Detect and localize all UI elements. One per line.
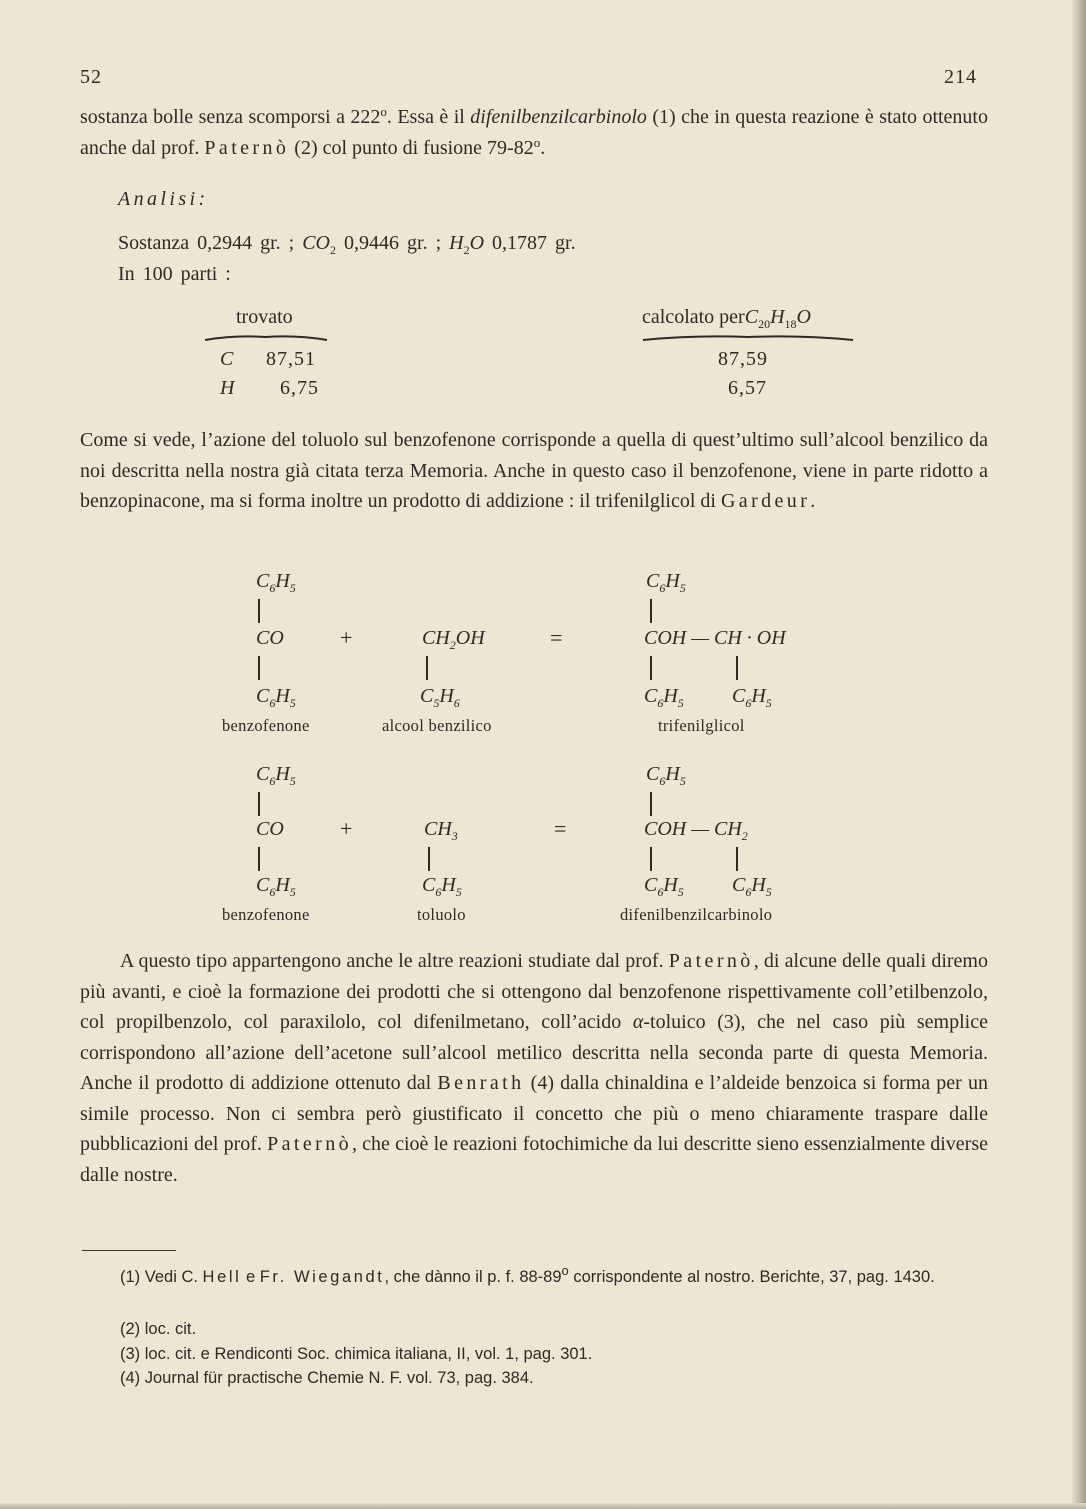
phenyl-group: $C_6H_5$: [646, 763, 686, 788]
bond-line: [736, 656, 738, 680]
author-name: Gardeur: [720, 490, 811, 512]
comparison-paragraph: Come si vede, l’azione del toluolo sul benzofenone corrisponde a quella di quest’ultimo sull’alcool benzilico da noi descritta nella nostra già citata terza Memoria. Anche in questo caso il benzofenone, viene in parte ridotto a benzopinacone, ma si forma inoltre un prodotto di addizione : il trifenilglicol di Gardeur.: [80, 429, 988, 512]
compound-label: benzofenone: [222, 716, 310, 735]
row-h-found: 6,75: [280, 377, 319, 399]
phenyl-group: $C_6H_5$: [646, 570, 686, 595]
footnote-1: (1) Vedi C. Hell e Fr. Wiegandt, che dànno il p. f. 88-89$^o$ corrispondente al nostro. Berichte, 37, pag. 1430.: [120, 1263, 935, 1286]
page-number-left: 52: [80, 66, 102, 88]
phenyl-group: $C_6H_5$: [732, 685, 772, 710]
carbonyl-group: CO: [256, 627, 284, 649]
row-h-element: H: [220, 377, 235, 399]
bond-line: [650, 599, 652, 623]
discussion-paragraph: A questo tipo appartengono anche le altre reazioni studiate dal prof. Paternò, di alcune delle quali diremo più avanti, e cioè la formazione dei prodotti che si ottengono dal benzofenone rispettivamente coll’etilbenzolo, col propilbenzolo, col paraxilolo, col difenilmetano, coll’acido α-toluico (3), che nel caso più semplice corrispondono all’azione dell’acetone sull’alcool metilico descritta nella seconda parte di questa Memoria. Anche il prodotto di addizione ottenuto dal Benrath (4) dalla chinaldina e l’aldeide benzoica si forma per un simile processo. Non ci sembra però giustificato il concetto che più o meno chiaramente traspare dalle pubblicazioni del prof. Paternò, che cioè le reazioni fotochimiche da lui descritte sieno essenzialmente diverse dalle nostre.: [80, 950, 988, 1186]
footnote-4: (4) Journal für practische Chemie N. F. vol. 73, pag. 384.: [120, 1369, 534, 1387]
phenyl-group: $C_6H_5$: [422, 874, 462, 899]
row-c-found: 87,51: [266, 348, 316, 370]
phenyl-group: $C_6H_5$: [256, 570, 296, 595]
phenyl-group: $C_6H_5$: [256, 685, 296, 710]
bond-line: [426, 656, 428, 680]
compound-label: alcool benzilico: [382, 716, 492, 735]
bond-line: [650, 792, 652, 816]
row-c-calc: 87,59: [718, 348, 768, 370]
row-c-element: C: [220, 348, 234, 370]
compound-label: benzofenone: [222, 905, 310, 924]
found-brace: [204, 334, 328, 342]
phenyl-group: $C_5H_6$: [420, 685, 460, 710]
bond-line: [258, 847, 260, 871]
bond-line: [428, 847, 430, 871]
phenyl-group: $C_6H_5$: [256, 874, 296, 899]
compound-label: toluolo: [417, 905, 466, 924]
bond-line: [258, 656, 260, 680]
phenyl-group: $C_6H_5$: [644, 874, 684, 899]
author-name: Paternò: [204, 136, 290, 159]
compound-name: difenilbenzilcarbinolo: [470, 106, 647, 128]
phenyl-group: $C_6H_5$: [644, 685, 684, 710]
bond-line: [736, 847, 738, 871]
author-name: Paternò: [267, 1133, 353, 1155]
methyl-formula: $CH_3$: [424, 818, 458, 843]
analysis-measurements: Sostanza 0,2944 gr. ; $CO_2$ 0,9446 gr. ; $H_2O$ 0,1787 gr.: [118, 232, 576, 257]
calc-brace: [642, 334, 854, 342]
bond-line: [258, 599, 260, 623]
analysis-parts-label: In 100 parti :: [118, 263, 231, 285]
calc-header: calcolato $perC_{20}H_{18}O$: [642, 306, 811, 331]
page-number-right: 214: [944, 66, 977, 88]
author-name: Benrath: [437, 1072, 525, 1094]
equals-sign: =: [550, 625, 563, 650]
carbonyl-group: CO: [256, 818, 284, 840]
phenyl-group: $C_6H_5$: [732, 874, 772, 899]
trifenilglicol-formula: COH — CH · OH: [644, 627, 786, 649]
footnote-2: (2) loc. cit.: [120, 1320, 197, 1338]
intro-paragraph: sostanza bolle senza scomporsi a 222$^o$. Essa è il difenilbenzilcarbinolo (1) che in questa reazione è stato ottenuto anche dal prof. Paternò (2) col punto di fusione 79-82$^o$.: [80, 104, 988, 159]
benzyl-alcohol-formula: $CH_2OH$: [422, 627, 485, 652]
footnote-3: (3) loc. cit. e Rendiconti Soc. chimica italiana, II, vol. 1, pag. 301.: [120, 1345, 593, 1363]
bond-line: [650, 847, 652, 871]
footnote-separator: [82, 1250, 176, 1251]
bond-line: [258, 792, 260, 816]
bond-line: [650, 656, 652, 680]
plus-sign: +: [340, 625, 353, 650]
difenilbenzilcarbinolo-formula: COH — $CH_2$: [644, 818, 748, 843]
page-edge-shadow: [1072, 0, 1086, 1509]
compound-label: trifenilglicol: [658, 716, 745, 735]
found-header: trovato: [236, 306, 293, 328]
phenyl-group: $C_6H_5$: [256, 763, 296, 788]
equals-sign: =: [554, 816, 567, 841]
compound-label: difenilbenzilcarbinolo: [620, 905, 773, 924]
author-name: Paternò: [668, 950, 754, 972]
row-h-calc: 6,57: [728, 377, 767, 399]
page-bottom-edge: [0, 1503, 1086, 1509]
plus-sign: +: [340, 816, 353, 841]
analysis-heading: Analisi:: [118, 188, 209, 210]
